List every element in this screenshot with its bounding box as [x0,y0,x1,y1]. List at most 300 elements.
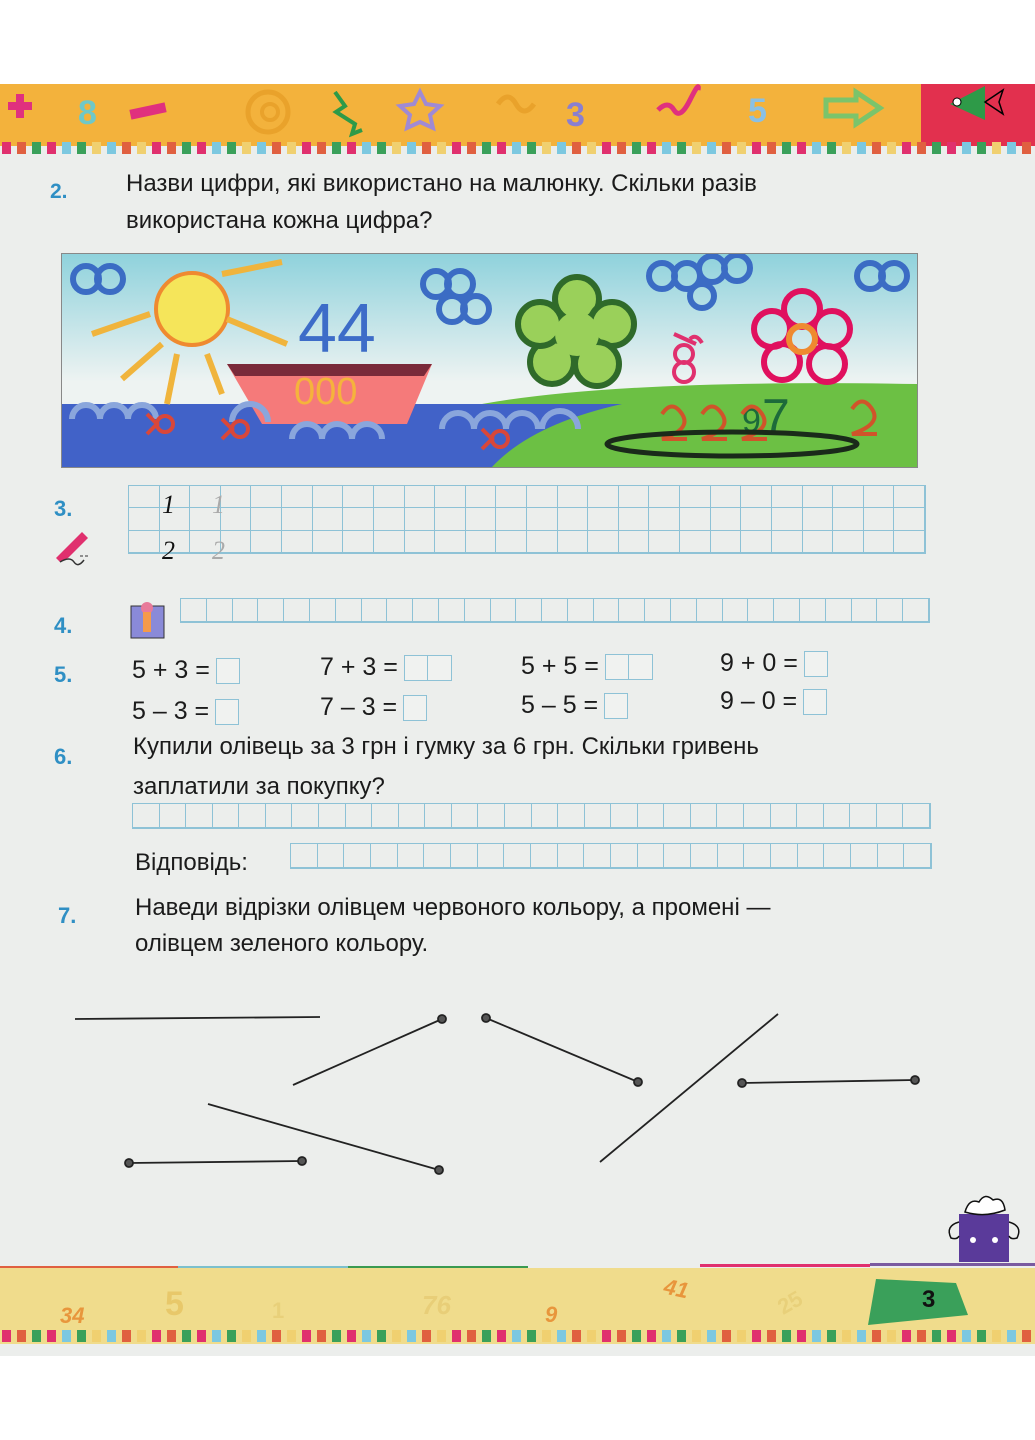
border-dash [737,142,746,154]
grid-cell[interactable] [465,599,491,622]
equation-9-minus-0 [720,687,827,716]
grid-cell[interactable] [466,531,497,553]
grid-cell[interactable] [451,844,478,868]
footer-number: 76 [422,1290,451,1320]
grid-cell[interactable] [505,804,532,828]
grid-cell[interactable] [711,486,742,508]
grid-cell[interactable] [527,531,558,553]
answer-box-ones[interactable] [629,654,653,680]
grid-cell[interactable] [266,804,293,828]
grid-cell[interactable] [346,804,373,828]
grid-cell[interactable] [664,804,691,828]
grid-cell[interactable] [864,531,895,553]
grid-cell[interactable] [619,599,645,622]
grid-cell[interactable] [491,599,517,622]
grid-cell[interactable] [239,804,266,828]
answer-box-tens[interactable] [605,654,629,680]
task-5-number: 5. [54,662,73,687]
grid-cell[interactable] [435,486,466,508]
grid-cell[interactable] [833,531,864,553]
grid-cell[interactable] [558,486,589,508]
border-dash [827,142,836,154]
grid-cell[interactable] [718,844,745,868]
grid-cell[interactable] [691,844,718,868]
border-dash [497,1330,506,1342]
pink-digits [674,334,702,382]
grid-cell[interactable] [221,508,252,530]
grid-cell[interactable] [833,486,864,508]
grid-cell[interactable] [160,804,187,828]
border-dash [647,142,656,154]
grid-cell[interactable] [680,486,711,508]
grid-cell[interactable] [649,531,680,553]
equation-5-minus-5 [521,691,628,720]
border-dash [272,142,281,154]
equation-5-plus-3 [132,656,240,685]
grid-cell[interactable] [797,804,824,828]
grid-cell[interactable] [826,599,852,622]
border-dash [2,142,11,154]
task-4-cell-row[interactable] [180,598,930,623]
border-dash [887,1330,896,1342]
border-dash [767,142,776,154]
border-dash [122,1330,131,1342]
grid-cell[interactable] [558,508,589,530]
grid-cell[interactable] [532,804,559,828]
grid-cell[interactable] [374,531,405,553]
green-flower-icon [518,277,634,386]
border-dash [527,142,536,154]
grid-cell[interactable] [619,486,650,508]
border-dash [572,1330,581,1342]
grid-cell[interactable] [864,508,895,530]
grid-cell[interactable] [894,531,925,553]
grid-cell[interactable] [741,508,772,530]
equation-7-plus-3 [320,653,452,682]
grid-cell[interactable] [691,804,718,828]
border-dash [257,142,266,154]
equation-text: 5 + 5 = [521,652,599,680]
header-decorative-band [0,84,1035,146]
border-dash [302,142,311,154]
border-dash [662,142,671,154]
grid-cell[interactable] [531,844,558,868]
task-7-text-line1: Наведи відрізки олівцем червоного кольору, а промені — [135,894,771,921]
grid-cell[interactable] [310,599,336,622]
grid-cell[interactable] [741,531,772,553]
segment-4 [129,1161,302,1163]
answer-box[interactable] [604,693,628,719]
grid-cell[interactable] [711,531,742,553]
grid-cell[interactable] [371,844,398,868]
grid-cell[interactable] [723,599,749,622]
border-dash [242,1330,251,1342]
grid-cell[interactable] [824,804,851,828]
border-dash [542,142,551,154]
border-dash [302,1330,311,1342]
grid-cell[interactable] [129,508,160,530]
grid-cell[interactable] [851,844,878,868]
answer-box-ones[interactable] [428,655,452,681]
grid-cell[interactable] [588,508,619,530]
border-dash [212,142,221,154]
grid-cell[interactable] [398,844,425,868]
grid-cell[interactable] [877,804,904,828]
grid-cell[interactable] [186,804,213,828]
grid-cell[interactable] [833,508,864,530]
border-dash [77,1330,86,1342]
svg-text:8: 8 [78,94,97,132]
border-dash [857,142,866,154]
answer-box[interactable] [403,695,427,721]
grid-cell[interactable] [894,508,925,530]
spiral-icon [248,92,288,132]
grid-cell[interactable] [466,486,497,508]
footer-number: 5 [165,1285,184,1323]
grid-cell[interactable] [588,531,619,553]
answer-box-tens[interactable] [404,655,428,681]
grid-cell[interactable] [803,486,834,508]
grid-cell[interactable] [213,804,240,828]
grid-cell[interactable] [478,804,505,828]
grid-cell[interactable] [527,486,558,508]
grid-cell[interactable] [638,804,665,828]
traced-digit-2: 2 [212,536,225,565]
grid-cell[interactable] [439,599,465,622]
grid-cell[interactable] [496,531,527,553]
grid-cell[interactable] [894,486,925,508]
border-dash [647,1330,656,1342]
border-dash [512,1330,521,1342]
answer-box[interactable] [804,651,828,677]
grid-cell[interactable] [282,531,313,553]
grid-cell[interactable] [405,486,436,508]
border-dash [587,1330,596,1342]
border-dash [17,1330,26,1342]
grid-cell[interactable] [478,844,505,868]
grid-cell[interactable] [496,508,527,530]
task-3-number: 3. [54,496,73,521]
answer-box[interactable] [215,699,239,725]
border-dash [227,1330,236,1342]
grid-cell[interactable] [638,844,665,868]
grid-cell[interactable] [313,531,344,553]
grid-cell[interactable] [904,844,931,868]
border-dash [587,142,596,154]
border-dash [47,1330,56,1342]
grid-cell[interactable] [864,486,895,508]
endpoint [438,1015,446,1023]
grid-cell[interactable] [129,531,160,553]
grid-cell[interactable] [435,531,466,553]
grid-cell[interactable] [585,804,612,828]
fish-icon [950,86,1003,120]
grid-cell[interactable] [282,508,313,530]
grid-cell[interactable] [798,844,825,868]
grid-cell[interactable] [405,531,436,553]
grid-cell[interactable] [516,599,542,622]
border-dash [467,1330,476,1342]
grid-cell[interactable] [251,531,282,553]
border-dash [137,142,146,154]
grid-cell[interactable] [619,531,650,553]
grid-cell[interactable] [771,844,798,868]
grid-cell[interactable] [291,844,318,868]
plus-icon [8,94,32,118]
grid-cell[interactable] [619,508,650,530]
footer-number: 9 [545,1302,558,1327]
grid-cell[interactable] [803,508,834,530]
grid-cell[interactable] [649,508,680,530]
grid-cell[interactable] [878,844,905,868]
grid-cell[interactable] [771,804,798,828]
grid-cell[interactable] [671,599,697,622]
segments-and-rays-figure [0,990,1035,1190]
border-dash [32,1330,41,1342]
task-2-text-line1: Назви цифри, які використано на малюнку. Скільки разів [126,170,757,197]
border-dash [767,1330,776,1342]
grid-cell[interactable] [558,844,585,868]
border-dash [962,142,971,154]
border-dash [182,142,191,154]
task-7-text-line2: олівцем зеленого кольору. [135,930,429,957]
grid-cell[interactable] [207,599,233,622]
border-dash [857,1330,866,1342]
grid-cell[interactable] [664,844,691,868]
border-dash [197,1330,206,1342]
grid-cell[interactable] [744,844,771,868]
border-dash [917,1330,926,1342]
grid-cell[interactable] [903,599,929,622]
grid-cell[interactable] [824,844,851,868]
grid-cell[interactable] [542,599,568,622]
border-dash [947,1330,956,1342]
grid-cell[interactable] [387,599,413,622]
border-dash [152,142,161,154]
pink-flower-icon [754,291,850,382]
squiggle-icon [658,87,698,114]
border-dash [1022,1330,1031,1342]
border-dash [692,1330,701,1342]
grid-cell[interactable] [181,599,207,622]
border-dash [1007,142,1016,154]
grid-cell[interactable] [282,486,313,508]
grid-cell[interactable] [284,599,310,622]
grid-cell[interactable] [221,531,252,553]
grid-cell[interactable] [258,599,284,622]
border-dash [137,1330,146,1342]
grid-cell[interactable] [850,804,877,828]
grid-cell[interactable] [711,508,742,530]
border-dash [317,1330,326,1342]
svg-text:3: 3 [566,96,585,134]
digit-9-stem: 9 [742,402,761,440]
grid-cell[interactable] [435,508,466,530]
grid-cell[interactable] [318,844,345,868]
border-dash [182,1330,191,1342]
grid-cell[interactable] [744,804,771,828]
task-2-text-line2: використана кожна цифра? [126,207,433,234]
border-dash [557,1330,566,1342]
grid-cell[interactable] [313,508,344,530]
grid-cell[interactable] [680,531,711,553]
border-dash [977,142,986,154]
grid-cell[interactable] [343,508,374,530]
border-dash [467,142,476,154]
equation-5-plus-5 [521,652,653,681]
border-dash [887,142,896,154]
border-dash [752,1330,761,1342]
grid-cell[interactable] [251,508,282,530]
border-dash [167,142,176,154]
grid-cell[interactable] [129,486,160,508]
grid-cell[interactable] [772,531,803,553]
illustration-scene [62,254,917,467]
border-dash [287,142,296,154]
star-icon [400,92,440,128]
grid-cell[interactable] [717,804,744,828]
grid-cell[interactable] [452,804,479,828]
grid-cell[interactable] [800,599,826,622]
grid-cell[interactable] [133,804,160,828]
border-dash [677,142,686,154]
grid-cell[interactable] [399,804,426,828]
border-dash [47,142,56,154]
square-mascot-icon [945,1192,1025,1264]
grid-cell[interactable] [903,804,930,828]
page-number-tab [868,1279,968,1325]
grid-cell[interactable] [405,508,436,530]
task-6-answer-row[interactable] [290,843,932,869]
border-dash [32,142,41,154]
border-dash [77,142,86,154]
border-dash [422,1330,431,1342]
grid-cell[interactable] [425,804,452,828]
grid-cell[interactable] [374,508,405,530]
equation-text: 7 + 3 = [320,653,398,681]
ray-1 [75,1017,320,1019]
border-dash [572,142,581,154]
answer-box[interactable] [216,658,240,684]
grid-cell[interactable] [772,486,803,508]
grid-cell[interactable] [527,508,558,530]
border-dash [797,142,806,154]
wave-icon [498,97,534,111]
grid-cell[interactable] [496,486,527,508]
digit-7-stem: 7 [762,389,790,445]
task-2-number: 2. [50,180,68,203]
border-dash [902,1330,911,1342]
grid-cell[interactable] [877,599,903,622]
border-dash [632,1330,641,1342]
border-dash [392,1330,401,1342]
border-dash [977,1330,986,1342]
border-dash [122,142,131,154]
line-3 [600,1014,778,1162]
border-dash [107,142,116,154]
grid-cell[interactable] [319,804,346,828]
grid-cell[interactable] [568,599,594,622]
grid-cell[interactable] [372,804,399,828]
equation-text: 9 + 0 = [720,649,798,677]
border-dash [782,142,791,154]
grid-cell[interactable] [344,844,371,868]
grid-cell[interactable] [343,531,374,553]
grid-cell[interactable] [292,804,319,828]
boat-hull-digits: 000 [294,371,358,413]
task-3-writing-grid[interactable] [128,485,926,554]
grid-cell[interactable] [343,486,374,508]
grid-cell[interactable] [251,486,282,508]
grid-cell[interactable] [594,599,620,622]
border-dash [257,1330,266,1342]
task-6-solution-row[interactable] [132,803,931,829]
border-dash [737,1330,746,1342]
grid-cell[interactable] [741,486,772,508]
grid-cell[interactable] [413,599,439,622]
footer-number: 34 [60,1303,85,1328]
border-dash [617,142,626,154]
grid-cell[interactable] [697,599,723,622]
grid-cell[interactable] [558,531,589,553]
grid-cell[interactable] [362,599,388,622]
task-6-number: 6. [54,744,73,769]
border-dash [332,142,341,154]
border-dash [842,142,851,154]
grid-cell[interactable] [774,599,800,622]
border-dash [197,142,206,154]
grid-cell[interactable] [803,531,834,553]
arrow-right-icon [826,92,880,124]
grid-cell[interactable] [584,844,611,868]
grid-cell[interactable] [852,599,878,622]
footer-dash-border [0,1330,1035,1344]
grid-cell[interactable] [772,508,803,530]
border-dash [872,142,881,154]
border-dash [617,1330,626,1342]
grid-cell[interactable] [588,486,619,508]
grid-cell[interactable] [680,508,711,530]
grid-cell[interactable] [374,486,405,508]
grid-cell[interactable] [424,844,451,868]
grid-cell[interactable] [504,844,531,868]
border-dash [287,1330,296,1342]
border-dash [482,142,491,154]
grid-cell[interactable] [611,844,638,868]
segment-1 [293,1019,442,1085]
grid-cell[interactable] [611,804,638,828]
grid-cell[interactable] [649,486,680,508]
segment-2 [486,1018,638,1082]
sample-digit-1: 1 [162,490,175,519]
grid-cell[interactable] [233,599,259,622]
border-dash [902,142,911,154]
grid-cell[interactable] [221,486,252,508]
border-dash [932,142,941,154]
answer-box[interactable] [803,689,827,715]
grid-cell[interactable] [645,599,671,622]
grid-cell[interactable] [336,599,362,622]
task-6-text-line1: Купили олівець за 3 грн і гумку за 6 грн. Скільки гривень [133,733,759,760]
grid-cell[interactable] [748,599,774,622]
equation-text: 5 – 5 = [521,691,599,719]
grid-cell[interactable] [313,486,344,508]
border-dash [1022,142,1031,154]
grid-cell[interactable] [558,804,585,828]
footer-rule-purple [870,1263,1035,1266]
grid-cell[interactable] [466,508,497,530]
border-dash [707,142,716,154]
